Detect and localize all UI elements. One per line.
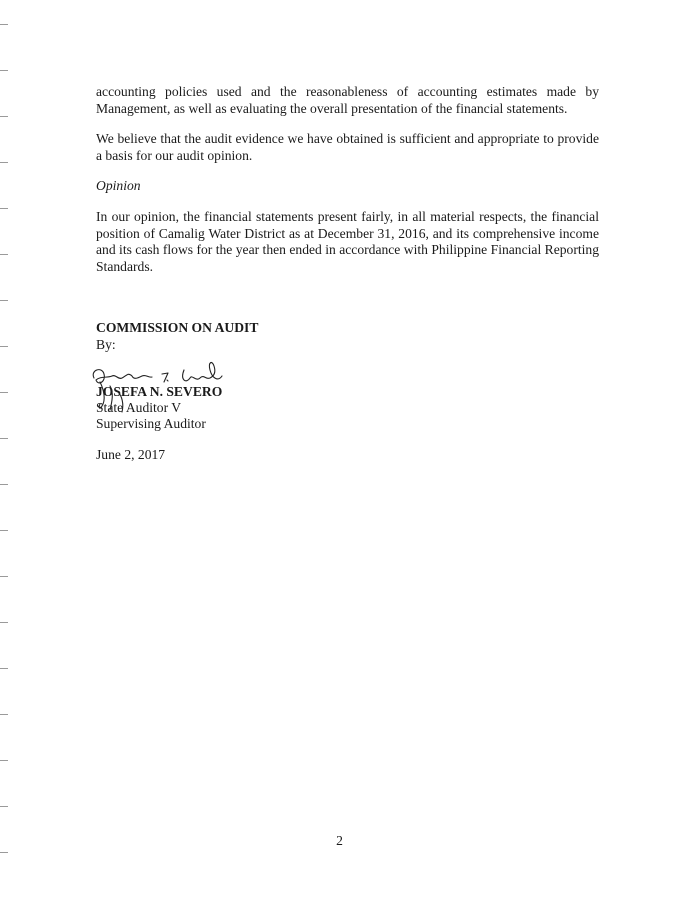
signature-date: June 2, 2017 — [96, 447, 166, 462]
scan-edge-mark — [0, 576, 8, 577]
scan-edge-mark — [0, 530, 8, 531]
scan-edge-mark — [0, 254, 8, 255]
scan-edge-mark — [0, 438, 8, 439]
scan-edge-mark — [0, 760, 8, 761]
scan-edge-mark — [0, 392, 8, 393]
scan-edge-mark — [0, 208, 8, 209]
signer-title-line1: State Auditor V — [96, 400, 182, 415]
scan-edge-mark — [0, 24, 8, 25]
scan-edge-mark — [0, 70, 8, 71]
scan-edge-mark — [0, 668, 8, 669]
scan-edge-mark — [0, 484, 8, 485]
signer-title-line2: Supervising Auditor — [96, 416, 206, 431]
scan-edge-mark — [0, 622, 8, 623]
scan-edge-mark — [0, 852, 8, 853]
paragraph-audit-evidence: We believe that the audit evidence we have obtained is sufficient and appropriate to provide a basis for our audit opinion. — [96, 131, 599, 163]
signatory-by-label: By: — [96, 337, 116, 352]
scan-edge-mark — [0, 300, 8, 301]
handwritten-signature — [88, 356, 228, 416]
section-heading-opinion: Opinion — [96, 178, 141, 193]
paragraph-accounting-policies: accounting policies used and the reasonableness of accounting estimates made by Management, as well as evaluating the overall presentation of the financial statements. — [96, 84, 599, 116]
scan-edge-mark — [0, 162, 8, 163]
scan-edge-mark — [0, 714, 8, 715]
page-number: 2 — [336, 833, 343, 848]
scan-edge-mark — [0, 806, 8, 807]
signatory-organization: COMMISSION ON AUDIT — [96, 320, 259, 335]
signer-name: JOSEFA N. SEVERO — [96, 384, 223, 399]
scan-edge-mark — [0, 116, 8, 117]
scan-edge-mark — [0, 346, 8, 347]
paragraph-opinion: In our opinion, the financial statements present fairly, in all material respects, the financial position of Camalig Water District as at December 31, 2016, and its comprehensive income and its cash flows for the year then ended in accordance with Philippine Financial Reporting Standards. — [96, 209, 599, 274]
